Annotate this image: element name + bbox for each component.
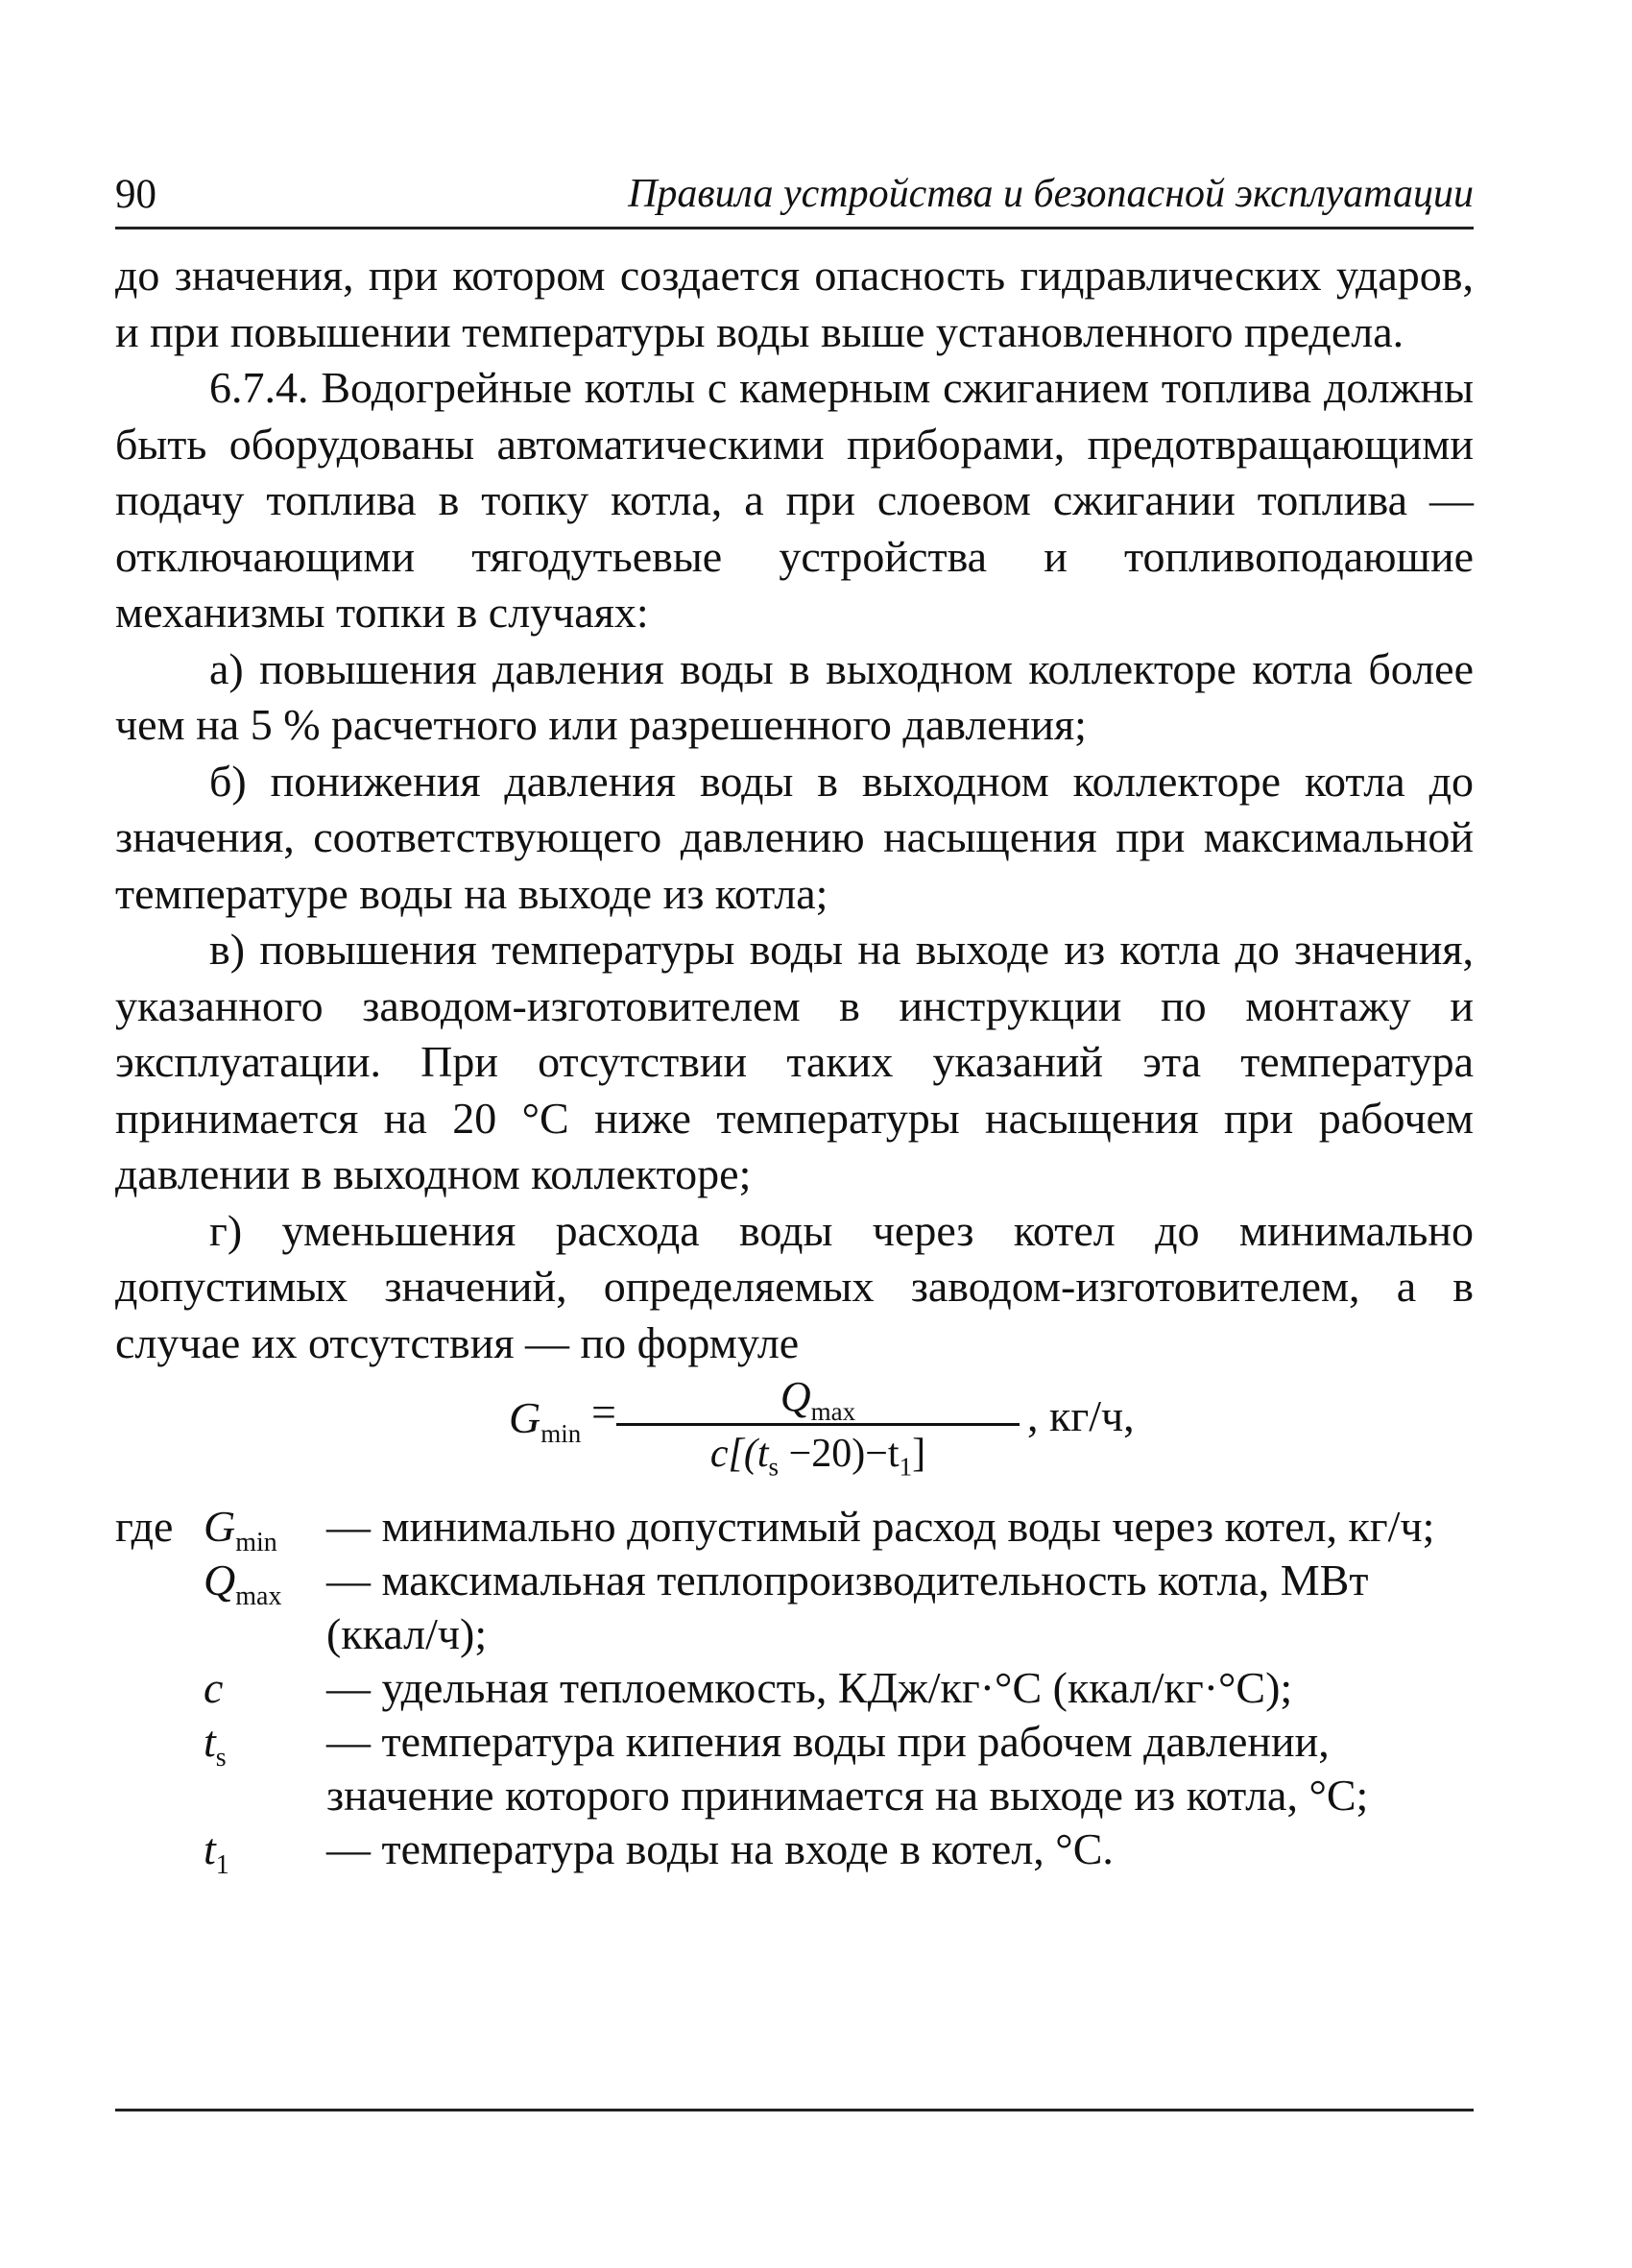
- definition-item: [115, 1715, 1474, 1822]
- page-body: [115, 248, 1474, 1881]
- definition-item: [115, 1554, 1474, 1661]
- list-item-v: в) повышения температуры воды на выходе из котла до значения, указанного заводом-изготовителем в инструкции по монтажу и эксплуатации. При отсутствии таких указаний эта температура принимается на 20 °С ниже температуры насыщения при рабочем давлении в выходном коллекторе;: [115, 925, 1474, 1198]
- definition-text: — минимально допустимый расход воды через котел, кг/ч;: [326, 1502, 1435, 1551]
- footer-rule: [115, 2109, 1474, 2111]
- definition-symbol: $Q_{max}$: [204, 1556, 282, 1612]
- definition-item: [115, 1661, 1474, 1715]
- definition-symbol: $t_s$: [204, 1717, 227, 1773]
- paragraph-continuation: до значения, при котором создается опасность гидравлических ударов, и при повышении температуры воды выше установленного предела.: [115, 251, 1474, 356]
- definition-text: — максимальная теплопроизводительность котла, МВт (ккал/ч);: [326, 1556, 1369, 1658]
- definition-text: — удельная теплоемкость, КДж/кг·°С (ккал/кг·°С);: [326, 1663, 1293, 1712]
- definition-symbol: $t_1$: [204, 1824, 229, 1881]
- list-item-g: г) уменьшения расхода воды через котел до минимально допустимых значений, определяемых заводом-изготовителем, а в случае их отсутствия — по формуле: [115, 1205, 1474, 1367]
- definition-symbol: c: [204, 1663, 224, 1712]
- formula-unit: , кг/ч,: [1027, 1391, 1135, 1440]
- list-item-a: а) повышения давления воды в выходном коллекторе котла более чем на 5 % расчетного или разрешенного давления;: [115, 643, 1474, 749]
- formula-lhs: $G_{min}$: [509, 1393, 582, 1449]
- paragraph-6-7-4: 6.7.4. Водогрейные котлы с камерным сжиганием топлива должны быть оборудованы автоматическими приборами, предотвращающими подачу топлива в топку котла, а при слоевом сжигании топлива — отключающими тягодутьевые устройства и топливоподаюшие механизмы топки в случаях:: [115, 363, 1474, 637]
- definitions-list: [115, 1500, 1474, 1881]
- formula-fraction: [616, 1373, 1020, 1490]
- page-header: [115, 171, 1474, 229]
- formula-gmin: [115, 1373, 1474, 1481]
- formula-numerator: $Q_{max}$: [780, 1373, 856, 1426]
- definition-text: — температура кипения воды при рабочем давлении, значение которого принимается на выходе из котла, °С;: [326, 1717, 1369, 1820]
- list-item-b: б) понижения давления воды в выходном коллекторе котла до значения, соответствующего давлению насыщения при максимальной температуре воды на выходе из котла;: [115, 756, 1474, 918]
- page-number: 90: [115, 172, 156, 217]
- definitions-lead: где: [115, 1502, 174, 1551]
- definition-item: [115, 1500, 1474, 1558]
- formula-denominator: $c[(t_s -20)-t_1]$: [709, 1432, 926, 1482]
- definition-text: — температура воды на входе в котел, °С.: [326, 1824, 1114, 1873]
- definition-symbol: $G_{min}$: [204, 1502, 277, 1558]
- running-title: Правила устройства и безопасной эксплуатации: [628, 172, 1474, 216]
- formula-equals: =: [591, 1387, 616, 1436]
- definition-item: [115, 1822, 1474, 1881]
